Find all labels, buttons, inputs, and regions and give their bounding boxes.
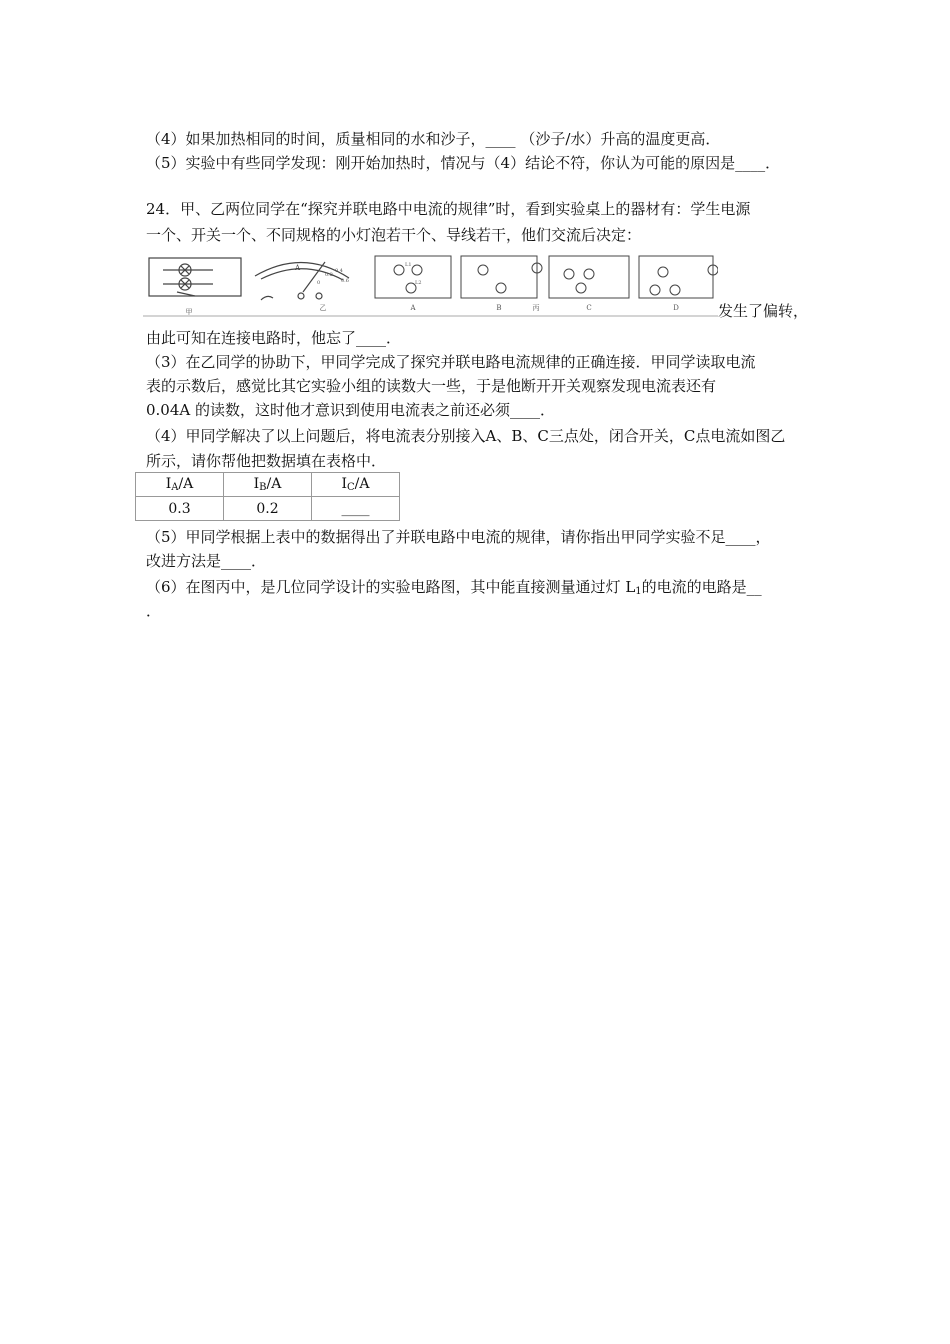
- circuit-figure-svg: [143, 248, 718, 318]
- question-3-line-1: （3）在乙同学的协助下，甲同学完成了探究并联电路电流规律的正确连接．甲同学读取电流: [146, 353, 756, 371]
- header-ib: $I_B/A$: [224, 473, 312, 497]
- meter-scale-1: 0.2: [325, 272, 333, 278]
- question-2-answer-line: 由此可知在连接电路时，他忘了____．: [146, 329, 402, 347]
- header-ia: $I_A/A$: [136, 473, 224, 497]
- question-24-intro: 24．甲、乙两位同学在“探究并联电路中电流的规律”时，看到实验桌上的器材有：学生电源: [146, 200, 751, 218]
- panel-d-label: D: [673, 304, 679, 312]
- value-ic-blank: ____: [312, 497, 400, 521]
- question-4-current-line-2: 所示，请你帮他把数据填在表格中．: [146, 452, 387, 470]
- question-5-line-2: 改进方法是____．: [146, 552, 267, 570]
- question-6-line-2: ．: [146, 602, 162, 620]
- table-header-row: [136, 473, 400, 497]
- meter-scale-0: 0: [317, 280, 321, 286]
- value-ib: 0.2: [224, 497, 312, 521]
- lamp-label-1: L1: [405, 262, 412, 268]
- meter-letter: A: [295, 264, 301, 272]
- question-24-intro-cont: 一个、开关一个、不同规格的小灯泡若干个、导线若干，他们交流后决定：: [146, 226, 642, 244]
- label-bing: 丙: [532, 304, 540, 312]
- header-ic: $I_C/A$: [312, 473, 400, 497]
- figure-trailing-text: 发生了偏转，: [718, 302, 809, 320]
- meter-scale-2: 0.4: [335, 268, 343, 274]
- question-5-anomaly: （5）实验中有些同学发现：刚开始加热时，情况与（4）结论不符，你认为可能的原因是____．: [146, 154, 781, 172]
- panel-c-label: C: [586, 304, 592, 312]
- circuits-bing: [375, 256, 718, 298]
- label-jia: 甲: [185, 308, 193, 316]
- question-5-line-1: （5）甲同学根据上表中的数据得出了并联电路中电流的规律，请你指出甲同学实验不足____，: [146, 528, 771, 546]
- question-4-heating: （4）如果加热相同的时间，质量相同的水和沙子，____ （沙子/水）升高的温度更高．: [146, 130, 721, 148]
- circuit-jia: [149, 258, 241, 296]
- question-4-current-line-1: （4）甲同学解决了以上问题后，将电流表分别接入A、B、C三点处，闭合开关，C点电流如图乙: [146, 427, 786, 445]
- current-data-table: [135, 472, 400, 521]
- question-3-line-2: 表的示数后，感觉比其它实验小组的读数大一些，于是他断开开关观察发现电流表还有: [146, 377, 717, 395]
- circuit-figure: [143, 248, 718, 318]
- table-row: [136, 497, 400, 521]
- panel-b-label: B: [496, 304, 502, 312]
- meter-scale-3: 0.6: [341, 278, 349, 284]
- question-6-line-1: （6）在图丙中，是几位同学设计的实验电路图，其中能直接测量通过灯 $L_1$的电流的电路是__: [146, 578, 762, 597]
- label-yi: 乙: [319, 304, 327, 312]
- lamp-label-2: L2: [415, 280, 422, 286]
- panel-a-label: A: [410, 304, 416, 312]
- question-3-line-3: 0.04A 的读数，这时他才意识到使用电流表之前还必须____．: [146, 401, 556, 419]
- value-ia: 0.3: [136, 497, 224, 521]
